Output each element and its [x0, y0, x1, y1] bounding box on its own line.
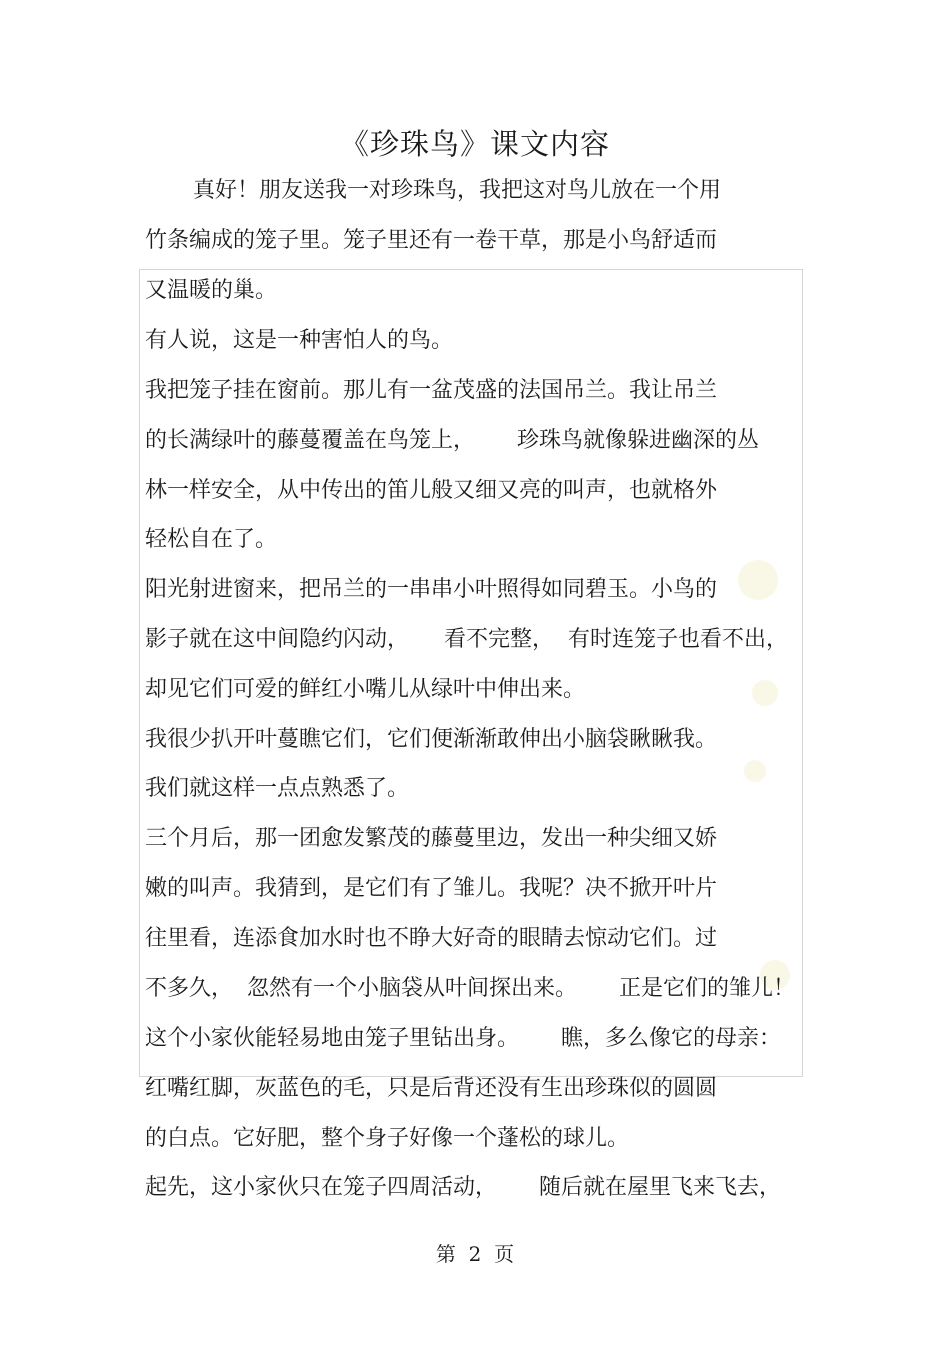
text-line: 我们就这样一点点熟悉了。 — [145, 776, 410, 801]
text-line: 红嘴红脚，灰蓝色的毛，只是后背还没有生出珍珠似的圆圆 — [145, 1076, 718, 1101]
text-line: 这个小家伙能轻易地由笼子里钻出身。 瞧，多么像它的母亲： — [145, 1026, 781, 1051]
text-line: 的白点。它好肥，整个身子好像一个蓬松的球儿。 — [145, 1126, 630, 1151]
text-line: 往里看，连添食加水时也不睁大好奇的眼睛去惊动它们。过 — [145, 926, 718, 951]
text-line: 阳光射进窗来，把吊兰的一串串小叶照得如同碧玉。小鸟的 — [145, 577, 718, 602]
text-line: 又温暖的巢。 — [145, 278, 278, 303]
text-line: 有人说，这是一种害怕人的鸟。 — [145, 328, 454, 353]
document-title: 《珍珠鸟》课文内容 — [339, 127, 610, 161]
text-line: 我把笼子挂在窗前。那儿有一盆茂盛的法国吊兰。我让吊兰 — [145, 378, 718, 403]
text-line: 竹条编成的笼子里。笼子里还有一卷干草，那是小鸟舒适而 — [145, 228, 718, 253]
text-line: 我很少扒开叶蔓瞧它们，它们便渐渐敢伸出小脑袋瞅瞅我。 — [145, 727, 718, 752]
text-line: 三个月后，那一团愈发繁茂的藤蔓里边，发出一种尖细又娇 — [145, 826, 718, 851]
page-number: 第 2 页 — [435, 1242, 515, 1266]
text-line: 影子就在这中间隐约闪动， 看不完整， 有时连笼子也看不出， — [145, 627, 788, 652]
text-line: 真好！朋友送我一对珍珠鸟，我把这对鸟儿放在一个用 — [193, 178, 722, 203]
text-line: 林一样安全，从中传出的笛儿般又细又亮的叫声，也就格外 — [145, 478, 718, 503]
text-line: 起先，这小家伙只在笼子四周活动， 随后就在屋里飞来飞去， — [145, 1175, 781, 1200]
text-line: 不多久， 忽然有一个小脑袋从叶间探出来。 正是它们的雏儿！ — [145, 976, 795, 1001]
text-line: 轻松自在了。 — [145, 527, 278, 552]
text-line: 的长满绿叶的藤蔓覆盖在鸟笼上， 珍珠鸟就像躲进幽深的丛 — [145, 428, 759, 453]
text-line: 嫩的叫声。我猜到，是它们有了雏儿。我呢？决不掀开叶片 — [145, 876, 718, 901]
text-line: 却见它们可爱的鲜红小嘴儿从绿叶中伸出来。 — [145, 677, 586, 702]
